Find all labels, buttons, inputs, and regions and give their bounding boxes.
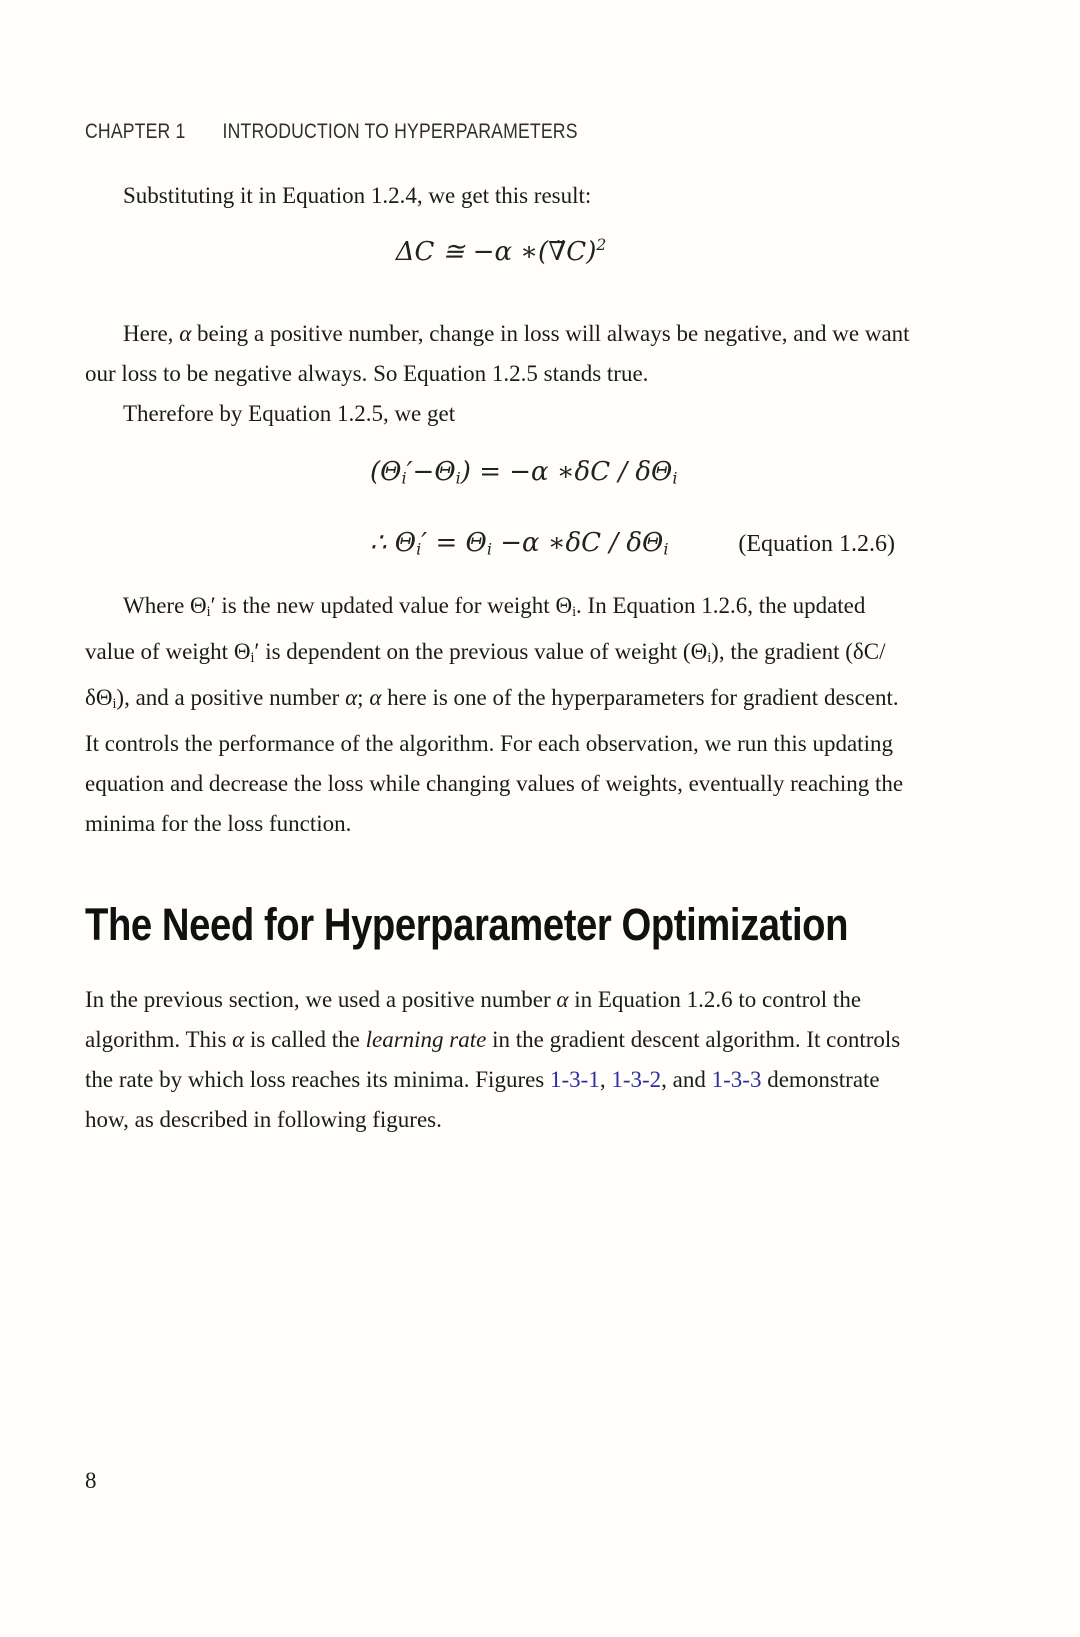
text-run: ∴ Θ bbox=[370, 527, 417, 558]
running-head bbox=[85, 120, 578, 144]
text-run: ), the gradient (δC/δΘ bbox=[85, 639, 886, 711]
text-run: −α ∗δC / δΘ bbox=[491, 527, 664, 558]
text-run: is called the bbox=[244, 1027, 366, 1052]
text-run: here is one of the hyperparameters for gradient descent. It controls the performance of the algorithm. For each observation, we run this updating equation and decrease the loss while changing values of weights, eventually reaching the minima for the loss function. bbox=[85, 685, 904, 837]
text-run: in Equation 1.2.6 to control the algorithm. This bbox=[85, 987, 862, 1052]
text-run: i bbox=[455, 468, 461, 488]
text-run: ) bbox=[586, 237, 597, 268]
paragraph-here-alpha bbox=[85, 314, 917, 394]
text-run: i bbox=[250, 650, 255, 667]
text-run: α bbox=[369, 685, 382, 711]
text-run: ′ = Θ bbox=[421, 527, 487, 558]
text-run: (Θ bbox=[370, 457, 402, 487]
paragraph-where-theta bbox=[85, 586, 917, 844]
text-run: In the previous section, we used a positive number bbox=[85, 987, 557, 1012]
paragraph-substituting bbox=[85, 176, 917, 216]
text-run: ′−Θ bbox=[406, 457, 456, 487]
equation-theta-difference bbox=[370, 450, 917, 501]
text-run: ∇̈C bbox=[548, 237, 587, 268]
text-run: α bbox=[556, 987, 569, 1012]
text-run: being a positive number, change in loss will always be negative, and we want our loss to be negative always. So Equation 1.2.5 stands true. bbox=[85, 321, 910, 386]
text-run: , bbox=[599, 1067, 612, 1092]
text-run: i bbox=[206, 604, 211, 621]
equation-row bbox=[85, 521, 917, 572]
text-run: ), and a positive number bbox=[116, 685, 346, 711]
paragraph-therefore bbox=[85, 394, 917, 434]
text-run: i bbox=[486, 539, 492, 559]
text-run: ′ is dependent on the previous value of weight (Θ bbox=[254, 639, 708, 665]
equation-label: (Equation 1.2.6) bbox=[738, 530, 895, 557]
figure-link[interactable]: 1-3-1 bbox=[550, 1067, 600, 1092]
text-run: ; bbox=[357, 685, 370, 711]
equation-delta-c bbox=[85, 236, 917, 267]
text-run: i bbox=[416, 539, 422, 559]
text-run: i bbox=[572, 604, 577, 621]
paragraph-need-optimization bbox=[85, 980, 917, 1140]
text-run: , and bbox=[661, 1067, 712, 1092]
equation-theta-update bbox=[370, 521, 669, 572]
chapter-title: INTRODUCTION TO HYPERPARAMETERS bbox=[222, 120, 578, 143]
text-run: α bbox=[345, 685, 358, 711]
section-heading: The Need for Hyperparameter Optimization bbox=[85, 899, 849, 950]
equation-block-1-2-6 bbox=[85, 450, 917, 571]
text-run: ΔC ≅ −α ∗( bbox=[395, 237, 549, 268]
text-run: learning rate bbox=[365, 1027, 487, 1052]
chapter-label: CHAPTER 1 bbox=[85, 120, 186, 143]
text-run: α bbox=[179, 321, 192, 346]
text-run: α bbox=[232, 1027, 245, 1052]
figure-link[interactable]: 1-3-2 bbox=[611, 1067, 662, 1092]
text-run: demonstrate how, as described in following figures. bbox=[85, 1067, 880, 1132]
text-run: Therefore by Equation 1.2.5, we get bbox=[123, 401, 456, 426]
text-run: Here, bbox=[123, 321, 180, 346]
text-run: i bbox=[707, 650, 712, 667]
text-run: Substituting it in Equation 1.2.4, we get this result: bbox=[123, 183, 592, 208]
text-run: in the gradient descent algorithm. It controls the rate by which loss reaches its minima. Figures bbox=[85, 1027, 901, 1092]
text-run: i bbox=[401, 468, 407, 488]
figure-link[interactable]: 1-3-3 bbox=[711, 1067, 762, 1092]
text-run: 2 bbox=[596, 236, 607, 254]
text-run: ) = −α ∗δC / δΘ bbox=[460, 457, 673, 487]
page-number: 8 bbox=[85, 1468, 97, 1493]
text-run: Where Θ bbox=[123, 593, 207, 618]
text-run: . In Equation 1.2.6, the updated value of weight Θ bbox=[85, 593, 866, 665]
text-run: i bbox=[672, 468, 678, 488]
text-run: i bbox=[112, 696, 117, 713]
text-run: i bbox=[663, 539, 669, 559]
text-run: ′ is the new updated value for weight Θ bbox=[210, 593, 573, 618]
